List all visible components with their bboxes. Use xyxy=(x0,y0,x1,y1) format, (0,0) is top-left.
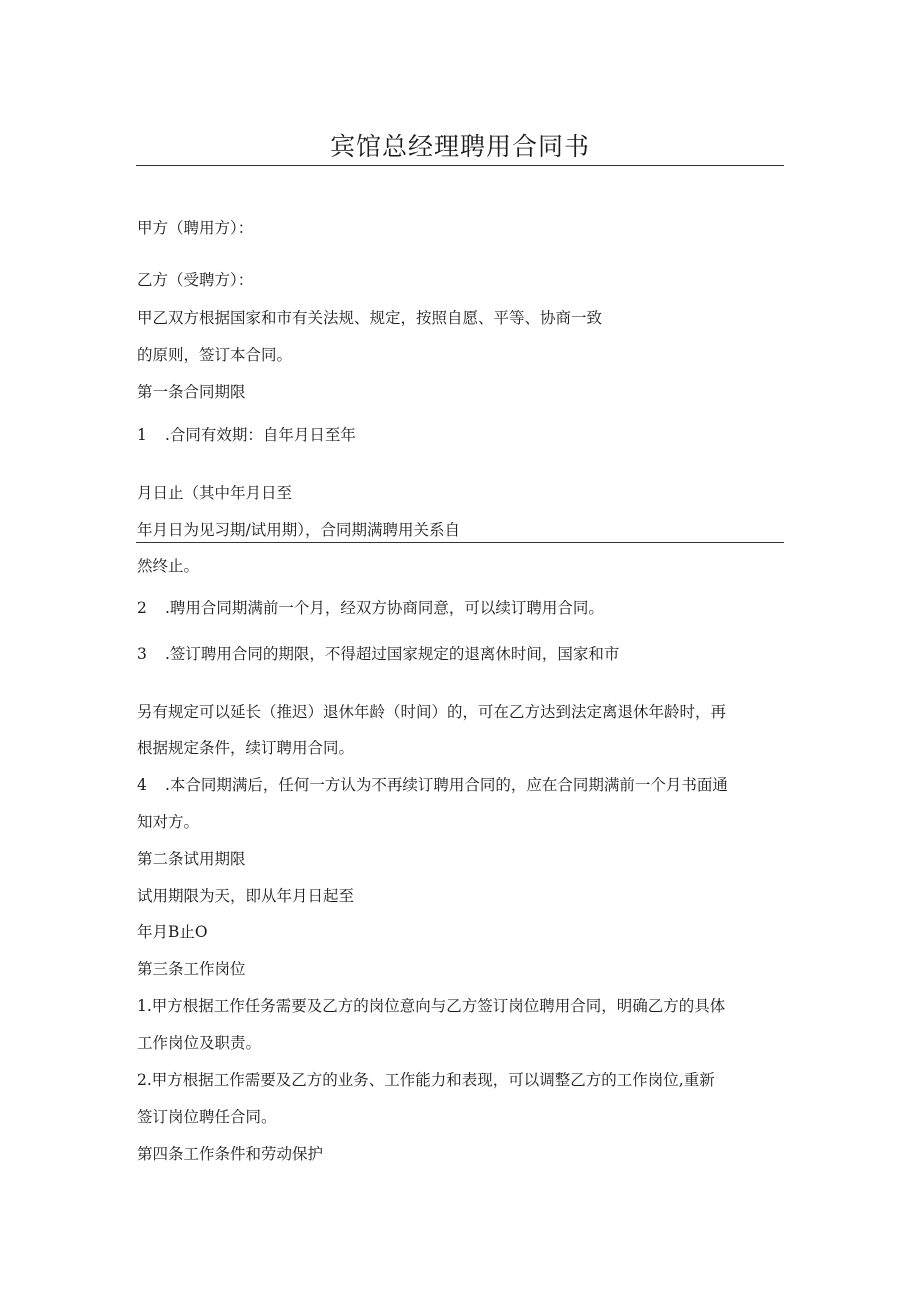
article-2-heading: 第二条试用期限 xyxy=(137,850,246,868)
article-1-item-2 xyxy=(137,598,604,618)
party-b-line: 乙方（受聘方）： xyxy=(137,271,254,289)
document-title: 宾馆总经理聘用合同书 xyxy=(329,132,590,161)
preamble-line-1: 甲乙双方根据国家和市有关法规、规定，按照自愿、平等、协商一致 xyxy=(137,309,603,327)
article-1-item-1-line-2: 月日止（其中年月日至 xyxy=(137,484,293,502)
article-1-item-3-line-2: 另有规定可以延长（推迟）退休年龄（时间）的，可在乙方达到法定离退休年龄时，再 xyxy=(137,703,727,721)
item-number: 4 xyxy=(137,776,147,794)
article-3-item-2-line-1: 2.甲方根据工作需要及乙方的业务、工作能力和表现，可以调整乙方的工作岗位,重新 xyxy=(137,1071,715,1089)
item-text: .本合同期满后，任何一方认为不再续订聘用合同的，应在合同期满前一个月书面通 xyxy=(165,776,728,794)
item-number: 1 xyxy=(137,426,147,444)
article-3-item-2-line-2: 签订岗位聘任合同。 xyxy=(137,1108,277,1126)
article-2-line-1: 试用期限为天，即从年月日起至 xyxy=(137,887,355,905)
article-1-item-4-line-2: 知对方。 xyxy=(137,813,200,831)
party-a-line: 甲方（聘用方）： xyxy=(137,219,254,237)
article-1-heading: 第一条合同期限 xyxy=(137,383,246,401)
article-4-heading: 第四条工作条件和劳动保护 xyxy=(137,1145,324,1163)
article-3-item-1-line-2: 工作岗位及职责。 xyxy=(137,1034,262,1052)
horizontal-divider xyxy=(136,542,784,543)
item-text: .合同有效期：自年月日至年 xyxy=(165,426,356,444)
article-3-heading: 第三条工作岗位 xyxy=(137,960,246,978)
preamble-line-2: 的原则，签订本合同。 xyxy=(137,346,293,364)
article-1-item-3-line-1 xyxy=(137,644,619,664)
article-3-item-1-line-1: 1.甲方根据工作任务需要及乙方的岗位意向与乙方签订岗位聘用合同，明确乙方的具体 xyxy=(137,997,726,1015)
item-text: .签订聘用合同的期限，不得超过国家规定的退离休时间，国家和市 xyxy=(165,645,620,663)
title-underline xyxy=(136,165,784,166)
item-text: .聘用合同期满前一个月，经双方协商同意，可以续订聘用合同。 xyxy=(165,599,604,617)
article-2-line-2: 年月B止O xyxy=(137,923,208,941)
article-1-item-1-line-3: 年月日为见习期/试用期），合同期满聘用关系自 xyxy=(137,521,460,539)
article-1-item-4-line-1 xyxy=(137,775,728,795)
item-number: 3 xyxy=(137,645,147,663)
article-1-item-1-line-1 xyxy=(137,425,356,445)
article-1-item-3-line-3: 根据规定条件，续订聘用合同。 xyxy=(137,739,355,757)
item-number: 2 xyxy=(137,599,147,617)
article-1-item-1-line-4: 然终止。 xyxy=(137,557,200,575)
